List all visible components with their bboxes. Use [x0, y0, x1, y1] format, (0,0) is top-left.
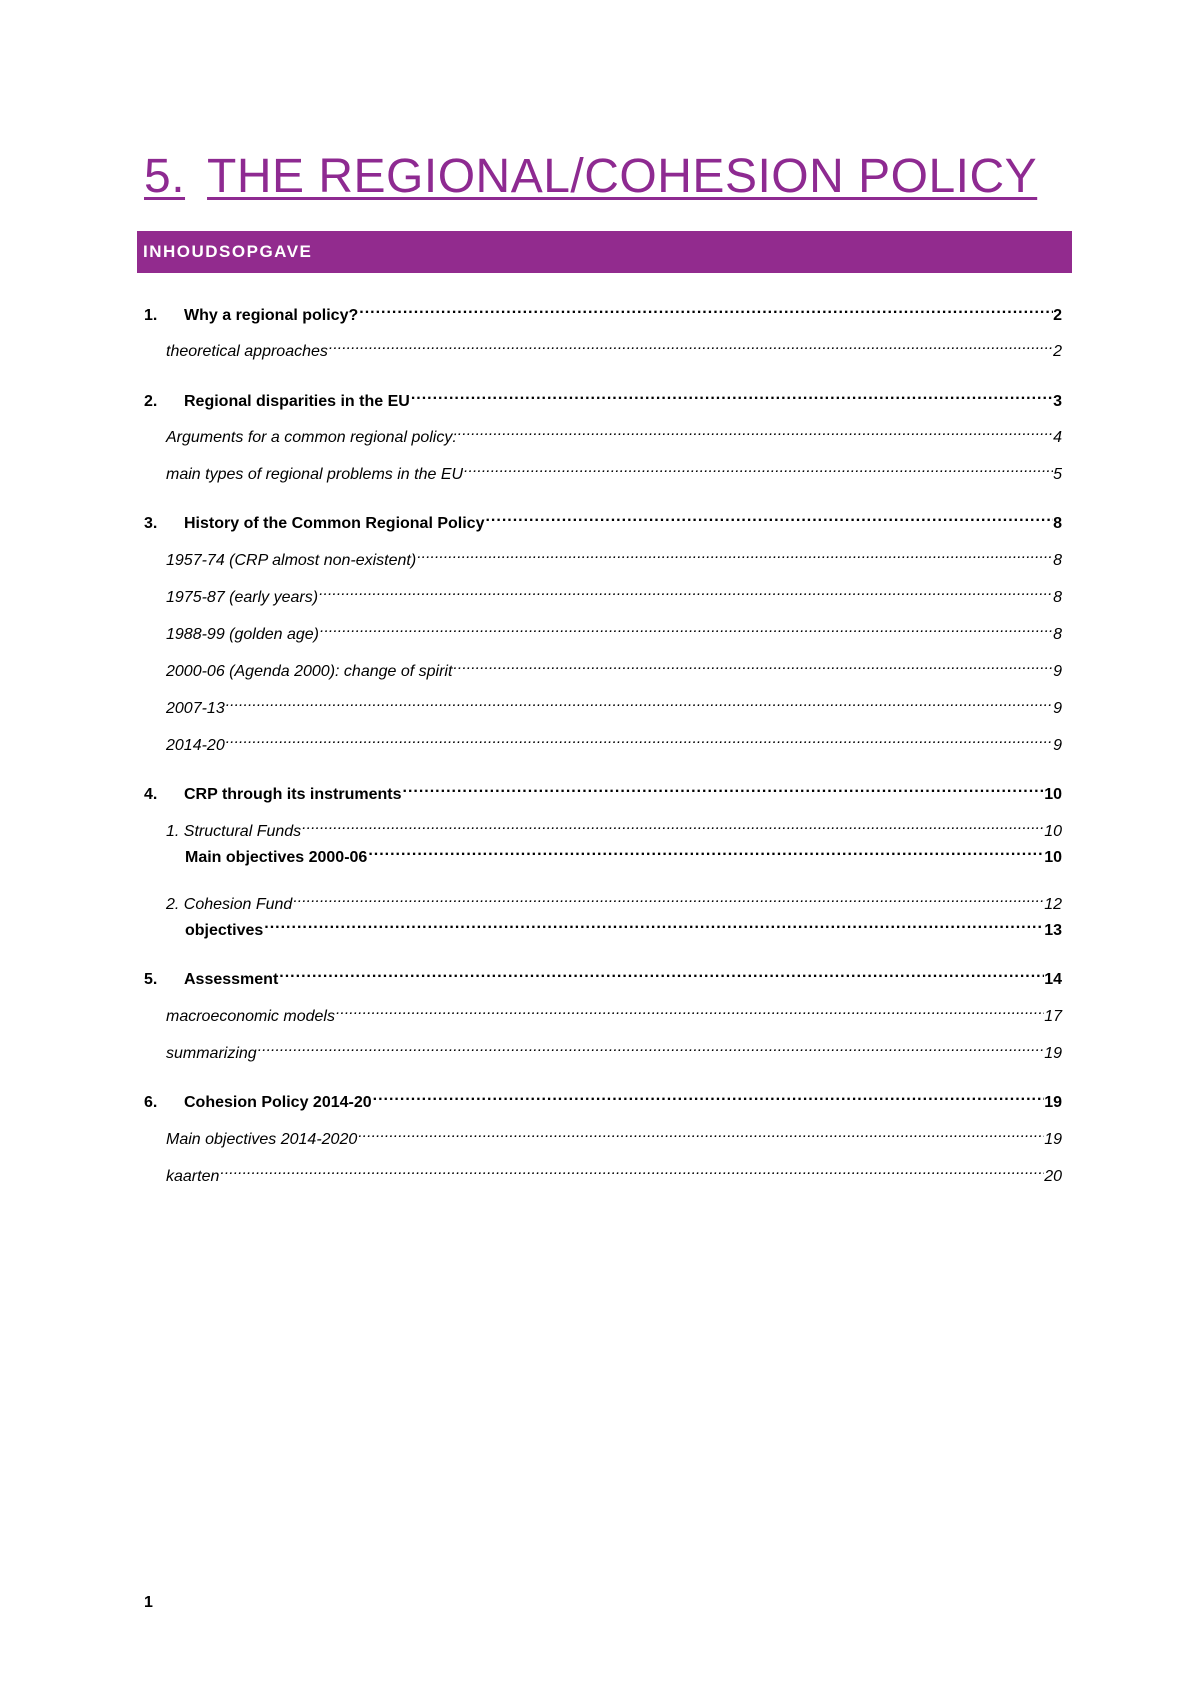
- toc-entry-sub[interactable]: [166, 334, 1062, 360]
- toc-entry-label: History of the Common Regional Policy: [184, 515, 485, 532]
- toc-dot-leader: [357, 1122, 1044, 1144]
- toc-dot-leader: [292, 887, 1044, 909]
- toc-dot-leader: [358, 298, 1053, 320]
- toc-entry-page: 19: [1044, 1045, 1062, 1062]
- toc-entry-label: Main objectives 2014-2020: [166, 1131, 358, 1148]
- toc-entry-page: 8: [1053, 626, 1062, 643]
- toc-entry-label: 1975-87 (early years): [166, 589, 319, 606]
- toc-entry-label: kaarten: [166, 1168, 220, 1185]
- toc-dot-leader: [319, 617, 1053, 639]
- toc-entry-sub[interactable]: [166, 457, 1062, 483]
- toc-entry-sub[interactable]: [166, 1122, 1062, 1148]
- toc-dot-leader: [219, 1159, 1044, 1181]
- toc-entry-label: 1988-99 (golden age): [166, 626, 320, 643]
- toc-entry-label: 2. Cohesion Fund: [166, 896, 293, 913]
- toc-entry-number: 2.: [144, 393, 158, 410]
- toc-entry-label: Why a regional policy?: [184, 307, 359, 324]
- toc-dot-leader: [484, 506, 1053, 528]
- toc-entry-label: Regional disparities in the EU: [184, 393, 410, 410]
- toc-entry-label: 1957-74 (CRP almost non-existent): [166, 552, 417, 569]
- toc-entry-main[interactable]: [144, 384, 1062, 410]
- toc-entry-page: 2: [1053, 307, 1062, 324]
- toc-entry-label: Cohesion Policy 2014-20: [184, 1094, 372, 1111]
- toc-entry-label: theoretical approaches: [166, 343, 328, 360]
- toc-dot-leader: [278, 962, 1044, 984]
- toc-entry-page: 4: [1053, 429, 1062, 446]
- toc-dot-leader: [328, 334, 1053, 356]
- toc-entry-sub[interactable]: [166, 691, 1062, 717]
- toc-entry-page: 10: [1044, 823, 1062, 840]
- document-title: [144, 148, 1037, 206]
- toc-entry-page: 19: [1044, 1131, 1062, 1148]
- toc-entry-label: CRP through its instruments: [184, 786, 402, 803]
- toc-entry-page: 9: [1053, 737, 1062, 754]
- toc-heading: INHOUDSOPGAVE: [143, 242, 313, 261]
- toc-entry-sub[interactable]: [166, 887, 1062, 913]
- toc-entry-main[interactable]: [144, 777, 1062, 803]
- toc-entry-sub[interactable]: [166, 1159, 1062, 1185]
- toc-dot-leader: [410, 384, 1053, 406]
- toc-dot-leader: [367, 840, 1044, 862]
- toc-dot-leader: [301, 814, 1044, 836]
- toc-entry-page: 12: [1044, 896, 1062, 913]
- toc-entry-page: 17: [1044, 1008, 1062, 1025]
- toc-dot-leader: [416, 543, 1053, 565]
- toc-entry-page: 2: [1053, 343, 1062, 360]
- toc-dot-leader: [457, 420, 1053, 442]
- toc-entry-page: 19: [1044, 1094, 1062, 1111]
- toc-entry-page: 5: [1053, 466, 1062, 483]
- toc-entry-label: 1. Structural Funds: [166, 823, 302, 840]
- toc-entry-number: 1.: [144, 307, 158, 324]
- toc-entry-sub[interactable]: [166, 728, 1062, 754]
- toc-entry-sub[interactable]: [166, 580, 1062, 606]
- toc-entry-label: 2014-20: [166, 737, 225, 754]
- toc-entry-sub[interactable]: [166, 814, 1062, 840]
- toc-entry-number: 5.: [144, 971, 158, 988]
- toc-entry-main[interactable]: [144, 298, 1062, 324]
- toc-entry-label: summarizing: [166, 1045, 257, 1062]
- toc-dot-leader: [463, 457, 1053, 479]
- toc-entry-page: 13: [1044, 922, 1062, 939]
- toc-entry-sub[interactable]: [185, 840, 1062, 866]
- toc-entry-page: 20: [1044, 1168, 1062, 1185]
- toc-entry-sub[interactable]: [166, 617, 1062, 643]
- toc-entry-sub[interactable]: [185, 913, 1062, 939]
- toc-dot-leader: [225, 728, 1053, 750]
- page-number: 1: [144, 1594, 153, 1611]
- toc-entry-page: 14: [1044, 971, 1062, 988]
- toc-dot-leader: [402, 777, 1045, 799]
- toc-dot-leader: [372, 1085, 1045, 1107]
- toc-entry-label: 2007-13: [166, 700, 225, 717]
- toc-dot-leader: [257, 1036, 1045, 1058]
- toc-entry-page: 9: [1053, 700, 1062, 717]
- toc-entry-number: 4.: [144, 786, 158, 803]
- toc-entry-page: 8: [1053, 589, 1062, 606]
- toc-dot-leader: [225, 691, 1053, 713]
- toc-entry-sub[interactable]: [166, 1036, 1062, 1062]
- toc-entry-main[interactable]: [144, 506, 1062, 532]
- toc-entry-page: 10: [1044, 786, 1062, 803]
- toc-entry-label: main types of regional problems in the EU: [166, 466, 464, 483]
- toc-dot-leader: [452, 654, 1053, 676]
- toc-entry-page: 8: [1053, 552, 1062, 569]
- toc-entry-label: macroeconomic models: [166, 1008, 335, 1025]
- toc-entry-page: 8: [1053, 515, 1062, 532]
- toc-entry-label: Arguments for a common regional policy:: [166, 429, 457, 446]
- toc-entry-label: 2000-06 (Agenda 2000): change of spirit: [166, 663, 453, 680]
- toc-entry-label: Assessment: [184, 971, 279, 988]
- title-number: 5.: [144, 150, 186, 203]
- toc-entry-sub[interactable]: [166, 543, 1062, 569]
- toc-entry-page: 9: [1053, 663, 1062, 680]
- toc-dot-leader: [318, 580, 1053, 602]
- toc-entry-main[interactable]: [144, 962, 1062, 988]
- toc-entry-sub[interactable]: [166, 999, 1062, 1025]
- toc-entry-number: 6.: [144, 1094, 158, 1111]
- title-text: THE REGIONAL/COHESION POLICY: [207, 150, 1038, 203]
- toc-entry-label: Main objectives 2000-06: [185, 849, 368, 866]
- toc-entry-page: 10: [1044, 849, 1062, 866]
- toc-entry-label: objectives: [185, 922, 264, 939]
- toc-entry-sub[interactable]: [166, 654, 1062, 680]
- toc-heading-bar: [137, 231, 1072, 273]
- toc-dot-leader: [263, 913, 1044, 935]
- toc-entry-main[interactable]: [144, 1085, 1062, 1111]
- toc-entry-number: 3.: [144, 515, 158, 532]
- toc-dot-leader: [335, 999, 1044, 1021]
- toc-entry-sub[interactable]: [166, 420, 1062, 446]
- toc-entry-page: 3: [1053, 393, 1062, 410]
